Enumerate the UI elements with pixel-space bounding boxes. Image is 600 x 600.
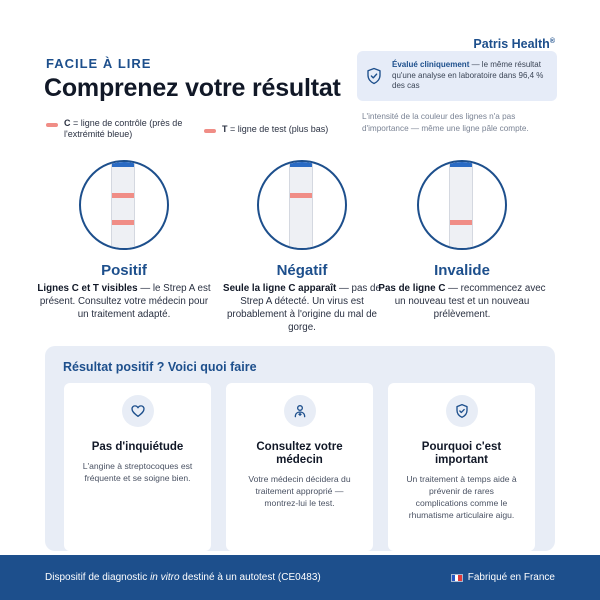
test-strip-positive-illustration xyxy=(79,160,169,250)
result-positive xyxy=(34,160,214,321)
advice-card-see-doctor xyxy=(226,383,373,551)
card-description: Un traitement à temps aide à prévenir de rares complications comme le rhumatisme articulaire aigu. xyxy=(406,474,517,520)
test-strip-invalid-illustration xyxy=(417,160,507,250)
france-flag-icon xyxy=(451,574,463,582)
advice-card-why-important xyxy=(388,383,535,551)
card-title: Consultez votre médecin xyxy=(256,441,343,466)
result-invalid xyxy=(372,160,552,321)
result-negative xyxy=(212,160,392,334)
legend-test-line: T = ligne de test (plus bas) xyxy=(204,124,328,135)
positive-result-panel xyxy=(45,346,555,551)
test-strip-negative-illustration xyxy=(257,160,347,250)
page-title: Comprenez votre résultat xyxy=(44,74,341,102)
card-title: Pas d'inquiétude xyxy=(91,441,184,453)
eyebrow-label: FACILE À LIRE xyxy=(46,56,152,71)
control-line-swatch xyxy=(46,123,58,127)
clinical-evaluation-text: Évalué cliniquement — le même résultat qu'une analyse en laboratoire dans 96,4 % des cas xyxy=(392,60,544,91)
footer-bar xyxy=(0,555,600,600)
panel-title: Résultat positif ? Voici quoi faire xyxy=(63,360,257,374)
test-line-swatch xyxy=(204,129,216,133)
control-line xyxy=(112,193,134,198)
shield-check-icon xyxy=(365,66,383,86)
made-in-france: Fabriqué en France xyxy=(451,572,555,583)
regulatory-notice: Dispositif de diagnostic in vitro destiné à un autotest (CE0483) xyxy=(45,572,321,583)
legend-control-line: C = ligne de contrôle (près de l'extrémité bleue) xyxy=(46,118,204,140)
card-description: Votre médecin décidera du traitement approprié — montrez-lui le test. xyxy=(248,474,351,508)
shield-check-icon xyxy=(446,395,478,427)
result-title: Négatif xyxy=(276,262,328,279)
result-title: Invalide xyxy=(434,262,490,279)
doctor-icon xyxy=(284,395,316,427)
test-line xyxy=(450,220,472,225)
heart-icon xyxy=(122,395,154,427)
result-description: Seule la ligne C apparaît — pas de Strep A détecté. Un virus est probablement à l'origine du mal de gorge. xyxy=(223,283,381,333)
result-title: Positif xyxy=(101,262,147,279)
brand-name: Patris Health® xyxy=(473,37,555,51)
clinical-evaluation-box xyxy=(357,51,557,101)
result-description: Pas de ligne C — recommencez avec un nouveau test et un nouveau prélèvement. xyxy=(378,283,546,320)
card-description: L'angine à streptocoques est fréquente et se soigne bien. xyxy=(82,461,193,483)
intensity-note: L'intensité de la couleur des lignes n'a pas d'importance — même une ligne pâle compte. xyxy=(362,112,529,133)
result-description: Lignes C et T visibles — le Strep A est présent. Consultez votre médecin pour un traitement adapté. xyxy=(37,283,211,320)
card-title: Pourquoi c'est important xyxy=(421,441,502,466)
advice-card-no-worry xyxy=(64,383,211,551)
test-line xyxy=(112,220,134,225)
control-line xyxy=(290,193,312,198)
